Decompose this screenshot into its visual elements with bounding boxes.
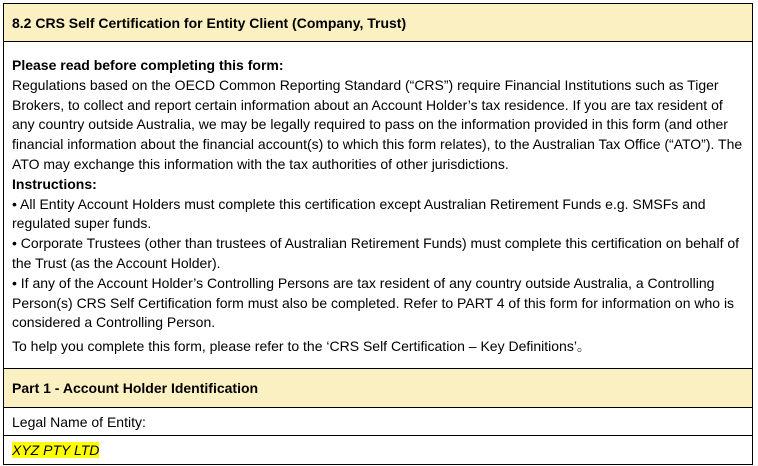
section-title: 8.2 CRS Self Certification for Entity Client (Company, Trust) <box>12 15 407 31</box>
notice-paragraph: Regulations based on the OECD Common Reporting Standard (“CRS”) require Financial Institutions such as Tiger Brokers, to collect and report certain information about an Account Holder’s tax residence. If you are tax resident of any country outside Australia, we may be legally required to pass on the information provided in this form (and other financial information about the financial account(s) to which this form relates), to the Australian Tax Office (“ATO”). The ATO may exchange this information with the tax authorities of other jurisdictions. <box>12 76 743 172</box>
closing-note: To help you complete this form, please refer to the ‘CRS Self Certification – Key Definitions’。 <box>12 338 591 355</box>
legal-name-label: Legal Name of Entity: <box>12 414 146 430</box>
part1-title: Part 1 - Account Holder Identification <box>12 380 259 396</box>
notice-block <box>4 42 752 369</box>
section-header <box>4 4 752 42</box>
legal-name-value-row[interactable] <box>4 436 752 464</box>
notice-heading: Please read before completing this form: <box>12 57 284 73</box>
legal-name-field[interactable]: XYZ PTY LTD <box>12 442 100 458</box>
instruction-item: • All Entity Account Holders must complete this certification except Australian Retirement Funds e.g. SMSFs and regulated super funds. <box>12 195 706 232</box>
instruction-item: • If any of the Account Holder’s Controlling Persons are tax resident of any country outside Australia, a Controlling Person(s) CRS Self Certification form must also be completed. Refer to PART 4 of this form for information on who is considered a Controlling Person. <box>12 274 735 331</box>
part1-header <box>4 369 752 408</box>
crs-self-certification-form <box>3 3 753 465</box>
instruction-item: • Corporate Trustees (other than trustees of Australian Retirement Funds) must complete this certification on behalf of the Trust (as the Account Holder). <box>12 235 740 271</box>
legal-name-label-row <box>4 408 752 436</box>
instructions-heading: Instructions: <box>12 175 97 192</box>
